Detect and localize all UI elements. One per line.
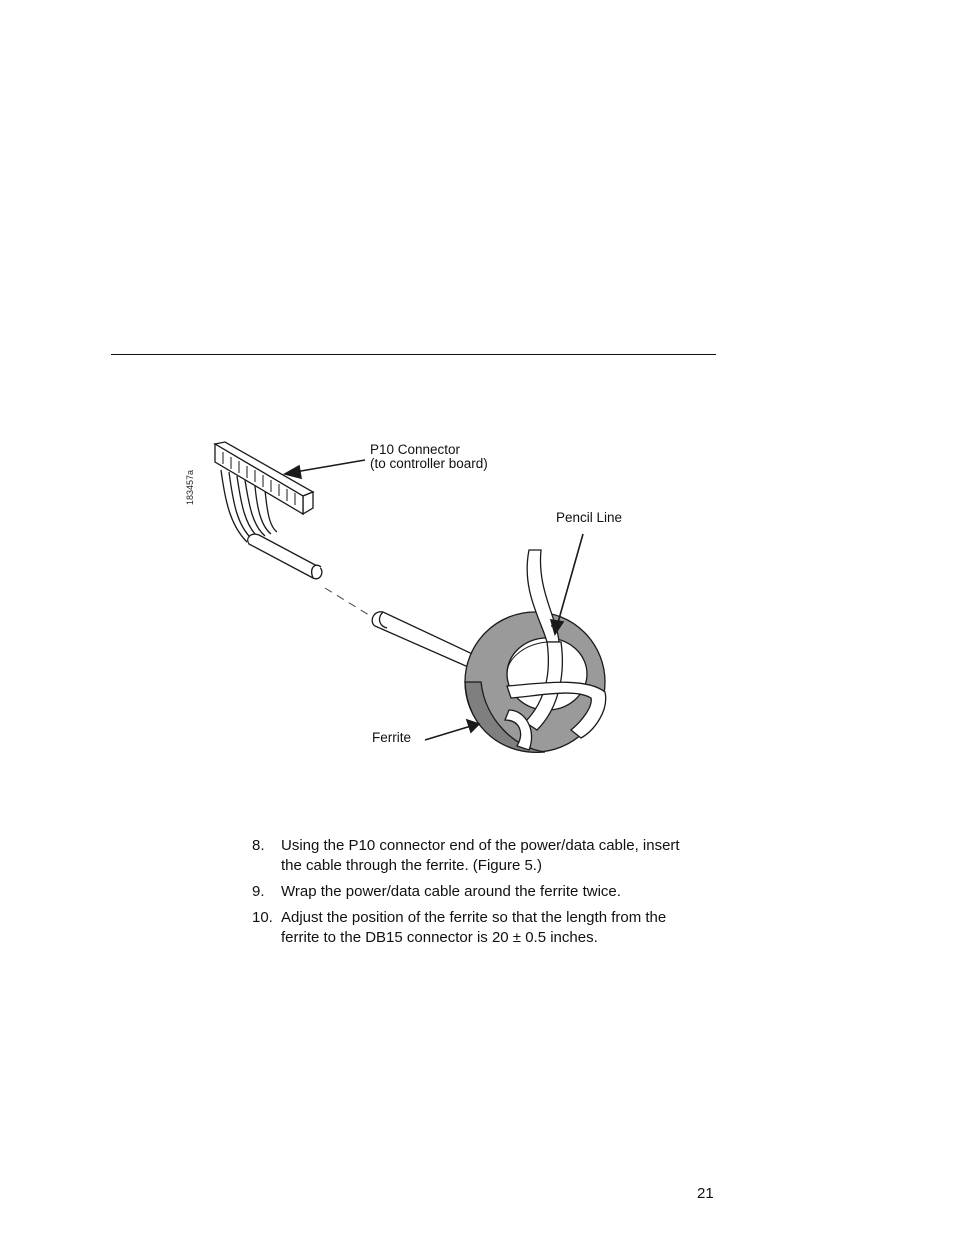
step-text-line1: Adjust the position of the ferrite so that the length from the: [281, 909, 667, 926]
step-text-line2: the cable through the ferrite. (Figure 5.): [281, 857, 542, 874]
ferrite-cable-figure: [185, 430, 645, 775]
step-8: [252, 836, 722, 876]
p10-callout-line1: P10 Connector: [370, 442, 461, 457]
cable-to-ferrite: [372, 612, 481, 670]
cable-break-dash: [325, 588, 377, 620]
p10-callout-line2: (to controller board): [370, 456, 488, 471]
step-9: [252, 882, 722, 902]
step-text-line1: Using the P10 connector end of the power/data cable, insert: [281, 837, 680, 854]
page-number: 21: [697, 1185, 714, 1202]
pencil-line-callout: Pencil Line: [556, 510, 623, 525]
instruction-steps: [252, 836, 722, 954]
step-number: 9.: [252, 883, 265, 900]
cable-near-connector: [248, 534, 322, 579]
step-number: 8.: [252, 837, 265, 854]
step-text-line2: ferrite to the DB15 connector is 20 ± 0.5 inches.: [281, 929, 598, 946]
step-number: 10.: [252, 909, 273, 926]
p10-connector-callout: [370, 443, 488, 471]
figure-id: 183457a: [185, 469, 195, 505]
ferrite-callout: Ferrite: [372, 730, 412, 745]
step-text-line1: Wrap the power/data cable around the ferrite twice.: [281, 883, 621, 900]
ferrite-cable-illustration: [185, 430, 645, 775]
step-10: [252, 908, 722, 948]
section-rule: [111, 354, 716, 355]
